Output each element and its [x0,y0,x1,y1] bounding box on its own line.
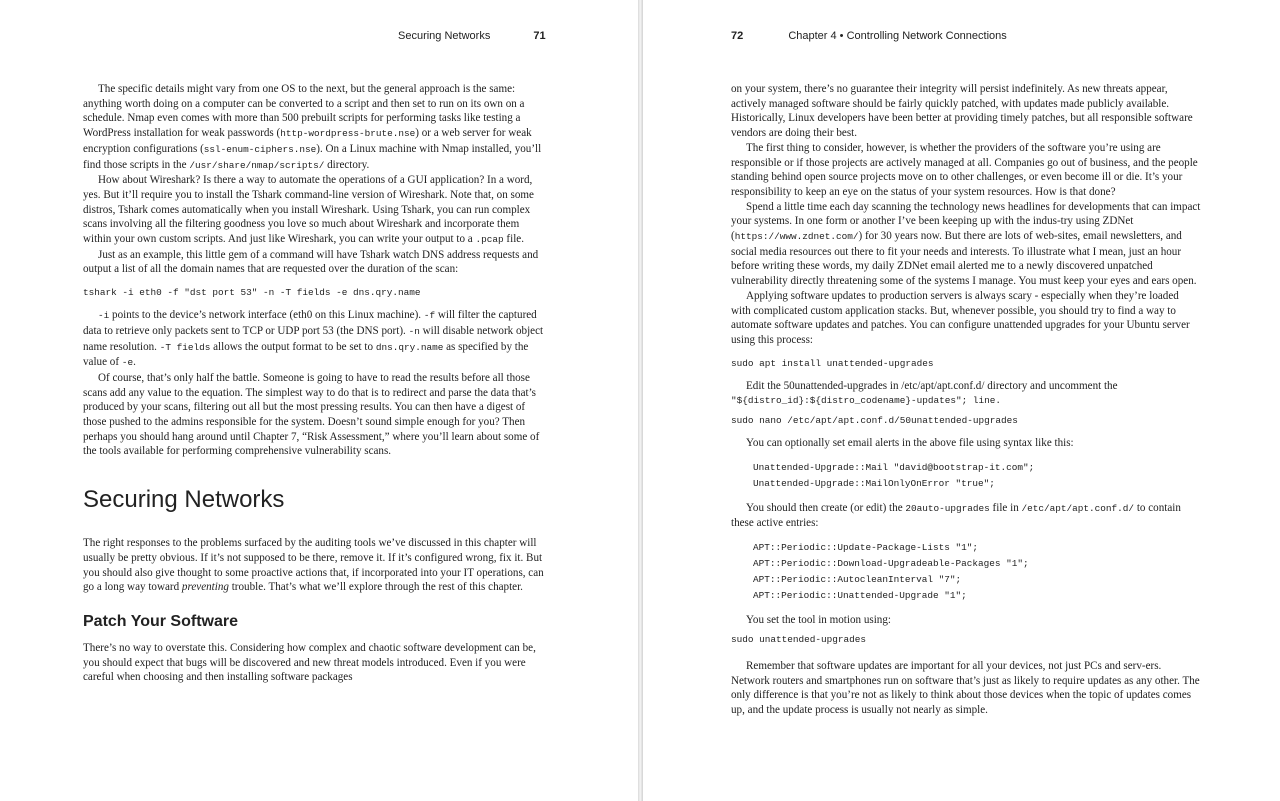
paragraph-right-responses [83,536,549,595]
inline-code: -T fields [159,341,211,353]
paragraph-integrity: on your system, there’s no guarantee their integrity will persist indefinitely. As new threats appear, actively managed software should be fairly quickly patched, with updates made publicly available. Historically, Linux developers have been better at providing timely patches, but all responsible software vendors are doing their best. [731,83,1193,140]
unattended-command: sudo unattended-upgrades [731,633,867,645]
section-heading: Securing Networks [83,486,285,514]
subsection-heading: Patch Your Software [83,612,238,630]
page-number-left: 71 [533,30,546,42]
right-page-body [731,82,1201,718]
inline-code: /usr/share/nmap/scripts/ [189,159,325,171]
inline-code: -f [423,310,436,322]
paragraph-edit [731,379,1201,409]
paragraph-overstate: There’s no way to overstate this. Considering how complex and chaotic software development can be, you should expect that bugs will be discovered and new threat models introduced. Even if you were careful when choosing and then installing software packages [83,641,536,684]
text: You should then create (or edit) the [746,501,906,514]
inline-code: -e [121,357,134,369]
text: The specific details might vary from one OS to the next, but the general approach is the same: anything worth doing on a computer can be converted to a script and then set to run on its own on a schedule. Nmap even comes with more than 500 prebuilt scripts for performing tasks like testing a WordPress installation for weak passwords ( [83,83,525,140]
paragraph-providers: The first thing to consider, however, is whether the providers of the software you’re using are responsible or if those projects are actively managed at all. Companies go out of business, and the people standing behind open source projects move on to other challenges, or even become ill or die. It’s your responsibility to keep an eye on the status of your system resources. How is that done? [731,141,1198,198]
emphasis: preventing [181,581,229,594]
text: Spend a little time each day scanning the technology news headlines for developments that can impact your systems. In one form or another I’ve been keeping up with the indus-try using ZDNet ( [731,200,1201,243]
page-number-right: 72 [731,30,744,42]
left-page-body [83,82,549,685]
running-header-title: Securing Networks [398,30,491,42]
text: trouble. That’s what we’ll explore through the rest of this chapter. [228,581,523,594]
inline-code: "${distro_id}:${distro_codename}-updates"; line. [731,395,1002,407]
inline-code: .pcap [475,234,504,246]
code-line: APT::Periodic::Unattended-Upgrade "1"; [753,590,967,602]
right-page [643,0,1280,801]
paragraph-wireshark [83,173,549,248]
text: How about Wireshark? Is there a way to automate the operations of a GUI application? In a word, yes. But it’ll require you to install the Tshark command-line version of Wireshark. Note that, on some distros, Tshark comes automatically when you install Wireshark. Using Tshark, you can run complex scans involving all the filtering goodness you love so much about Wireshark and incorporate them within your own custom scripts. And just like Wireshark, you can write your output to a [83,174,534,246]
apt-install-command: sudo apt install unattended-upgrades [731,357,934,369]
text: file in [989,501,1022,514]
text: . [133,356,136,369]
inline-code: -n [408,325,420,337]
text: will disable network object name resolution. [83,324,544,353]
tshark-command: tshark -i eth0 -f "dst port 53" -n -T fields -e dns.qry.name [83,287,421,299]
paragraph-automate: Applying software updates to production servers is always scary - especially when they’re loaded with complicated custom application stacks. But, whenever possible, you should try to find a way to automate software updates and patches. You can configure unattended upgrades for your Ubuntu server using this process: [731,289,1190,346]
left-page [0,0,638,801]
paragraph-email-alerts: You can optionally set email alerts in the above file using syntax like this: [746,437,1074,450]
paragraph-flags [83,308,549,371]
inline-code: -i [98,310,110,322]
running-header-left [398,30,546,42]
text: Edit the 50unattended-upgrades in /etc/apt/apt.conf.d/ directory and uncomment the [746,379,1118,392]
text: directory. [324,158,370,171]
text: to contain these active entries: [731,501,1181,530]
text: points to the device’s network interface (eth0 on this Linux machine). [109,309,424,322]
inline-code: https://www.zdnet.com/ [734,231,859,243]
text: ) or a web server for weak encryption configurations ( [83,127,532,155]
running-header-right [731,30,1007,42]
paragraph-create-file [731,501,1201,531]
inline-code: http-wordpress-brute.nse [280,128,416,140]
inline-code: 20auto-upgrades [905,502,990,514]
text: as specified by the value of [83,340,529,369]
inline-code: /etc/apt/apt.conf.d/ [1021,502,1135,514]
text: The right responses to the problems surfaced by the auditing tools we’ve discussed in this chapter will usually be pretty obvious. If it’s not supposed to be there, remove it. If it’s configured wrong, fix it. But you should also give thought to some proactive actions that, if incorporated into your IT operations, can go a long way toward [83,537,544,594]
code-line: APT::Periodic::Download-Upgradeable-Packages "1"; [753,558,1029,570]
code-line: Unattended-Upgrade::Mail "david@bootstrap-it.com"; [753,461,1035,473]
paragraph-remember: Remember that software updates are important for all your devices, not just PCs and serv-ers. Network routers and smartphones run on software that’s just as likely to require updates as any other. The only difference is that you’re not as likely to think about those devices when the topic of updates comes up, and the update process is usually not nearly as simple. [731,659,1200,716]
nano-command: sudo nano /etc/apt/apt.conf.d/50unattended-upgrades [731,415,1018,427]
text: allows the output format to be set to [210,340,376,353]
paragraph-set-tool: You set the tool in motion using: [746,614,891,627]
paragraph-scripts [83,82,549,173]
code-line: APT::Periodic::Update-Package-Lists "1"; [753,542,979,554]
paragraph-half-battle: Of course, that’s only half the battle. Someone is going to have to read the results before all those scans add any value to the equation. The simplest way to do that is to redirect and parse the data that’s produced by your scans, filtering out all but the most pressing results. You can then have a digest of those pushed to the admins responsible for the system. Doesn’t sound simple enough for you? Then perhaps you should hang around until Chapter 7, “Risk Assessment,” where you’ll learn about some of the tools available for performing comprehensive vulnerability scans. [83,371,540,458]
paragraph-news [731,200,1201,289]
text: ) for 30 years now. But there are lots of web-sites, email newsletters, and social media resources out there to fit your needs and interests. To illustrate what I mean, just an hour before writing these words, my daily ZDNet email alerted me to a newly discovered unpatched vulnerability directly threatening some of the systems I manage. You must keep your eyes and ears open. [731,230,1197,288]
inline-code: ssl-enum-ciphers.nse [203,143,317,155]
running-header-chapter: Chapter 4 • Controlling Network Connections [788,30,1007,42]
paragraph-example: Just as an example, this little gem of a command will have Tshark watch DNS address requests and output a list of all the domain names that are requested over the duration of the scan: [83,248,539,276]
code-line: APT::Periodic::AutocleanInterval "7"; [753,574,962,586]
text: will filter the captured data to retrieve only packets sent to TCP or UDP port 53 (the DNS port). [83,309,537,337]
text: file. [503,233,524,246]
code-line: Unattended-Upgrade::MailOnlyOnError "true"; [753,477,995,489]
periodic-config-block [753,540,1201,604]
inline-code: dns.qry.name [375,341,444,353]
mail-config-block [753,460,1201,492]
text: ). On a Linux machine with Nmap installed, you’ll find those scripts in the [83,142,542,171]
